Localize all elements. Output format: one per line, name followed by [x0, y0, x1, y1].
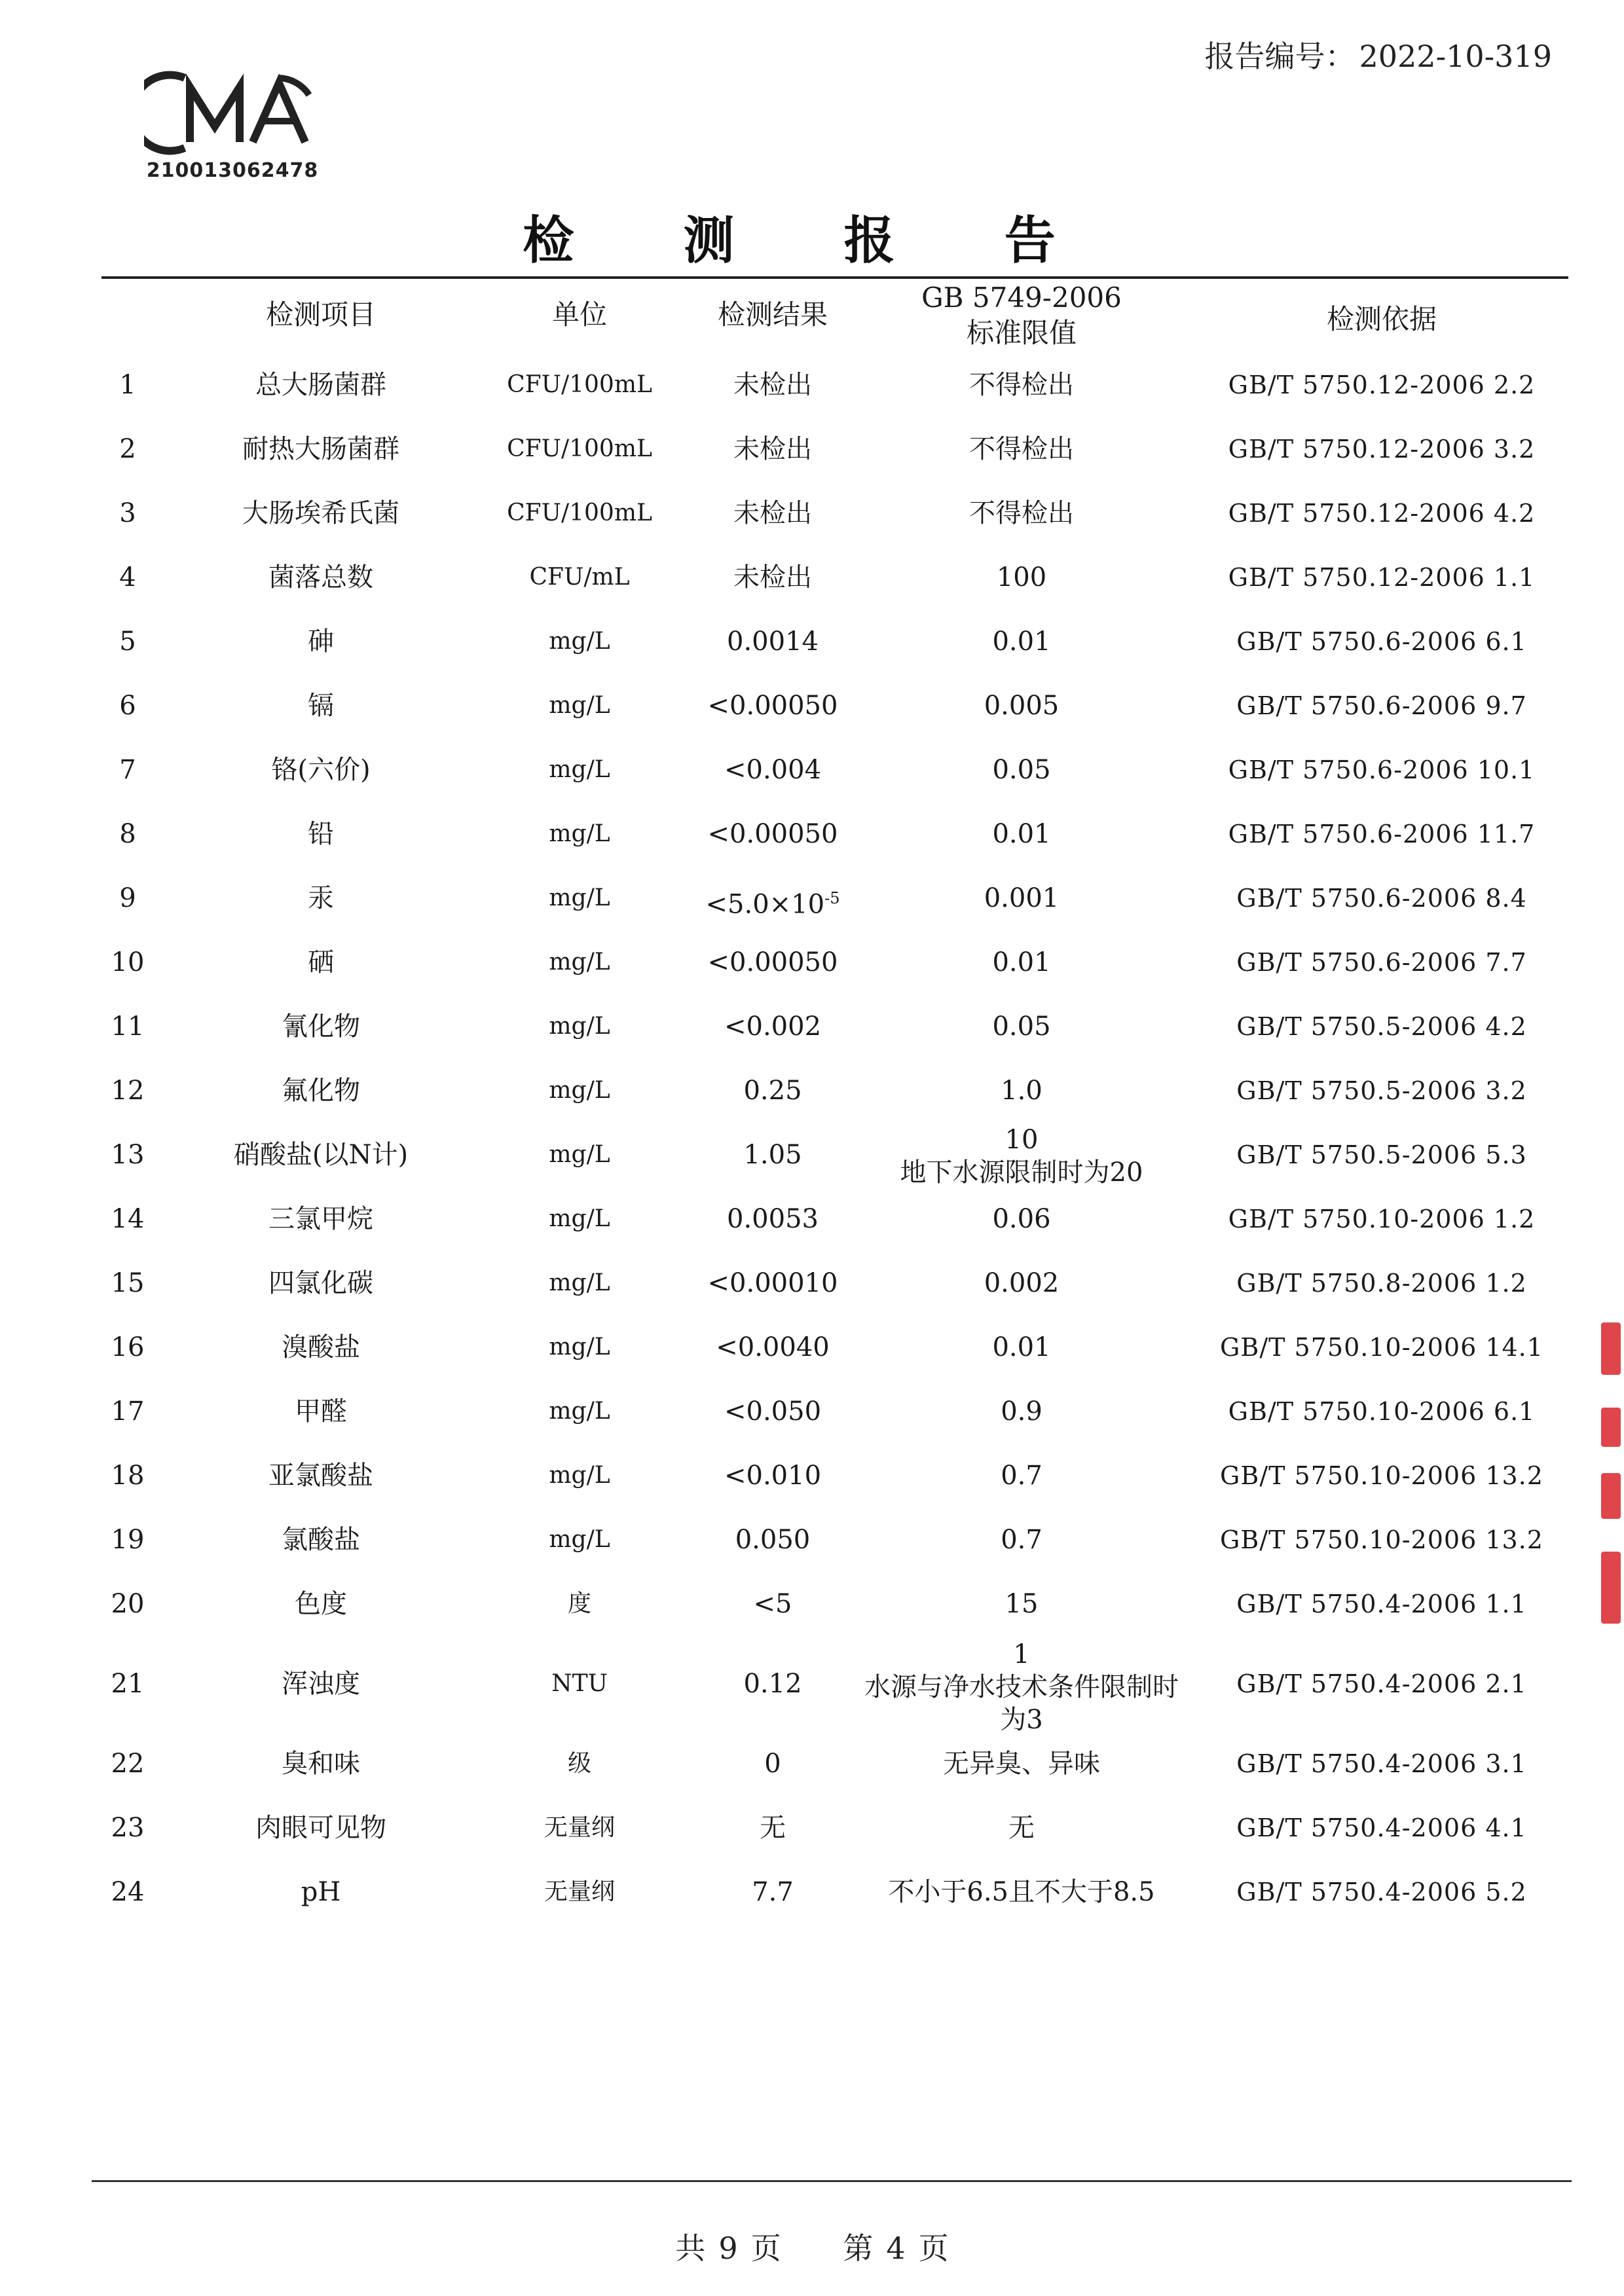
- table-row: [0, 1639, 1624, 1735]
- row-basis: GB/T 5750.12-2006 4.2: [1228, 499, 1536, 528]
- row-limit: 15: [1005, 1589, 1039, 1619]
- row-item: pH: [301, 1877, 341, 1907]
- row-item: 总大肠菌群: [255, 370, 386, 400]
- row-item: 铬(六价): [271, 755, 371, 785]
- row-unit: NTU: [551, 1670, 608, 1697]
- row-item: 氯酸盐: [282, 1525, 360, 1555]
- footer-page-suffix: 页: [918, 2231, 949, 2266]
- cma-seal: [144, 69, 321, 180]
- row-limit-value: 1: [1013, 1639, 1030, 1669]
- row-result: 无: [760, 1813, 786, 1843]
- row-unit: mg/L: [549, 1334, 610, 1360]
- row-item: 亚氯酸盐: [268, 1461, 373, 1491]
- row-unit: mg/L: [549, 628, 610, 655]
- cma-seal-code: 210013062478: [146, 159, 319, 182]
- row-number: 15: [111, 1268, 145, 1298]
- table-row: [0, 1007, 1624, 1046]
- row-limit: 0.01: [992, 627, 1051, 657]
- row-number: 14: [111, 1204, 145, 1234]
- row-item: 镉: [308, 691, 334, 721]
- row-unit: CFU/mL: [529, 564, 630, 591]
- table-row: [0, 1199, 1624, 1239]
- row-number: 16: [111, 1332, 145, 1362]
- row-unit: mg/L: [549, 1462, 610, 1489]
- row-result: <0.004: [724, 755, 822, 785]
- row-result: <0.00050: [707, 691, 838, 721]
- table-row: [0, 686, 1624, 725]
- row-result-mantissa: <5.0×10: [705, 889, 825, 920]
- row-unit: 度: [567, 1590, 591, 1617]
- row-result: <0.010: [724, 1461, 822, 1491]
- row-limit: 0.01: [992, 947, 1051, 977]
- row-limit-value: 10: [1005, 1125, 1039, 1155]
- row-item: 砷: [308, 627, 334, 657]
- row-limit: 0.7: [1001, 1525, 1043, 1555]
- row-item: 硝酸盐(以N计): [233, 1140, 409, 1170]
- cma-logo-icon: [144, 69, 321, 157]
- row-result: <0.00050: [707, 947, 838, 977]
- row-limit: [838, 1638, 1205, 1736]
- row-basis: GB/T 5750.10-2006 1.2: [1228, 1205, 1536, 1233]
- page-title: 检 测 报 告: [523, 211, 1101, 270]
- row-number: 24: [111, 1877, 145, 1907]
- row-basis: GB/T 5750.10-2006 14.1: [1220, 1333, 1543, 1362]
- row-limit: 不得检出: [969, 434, 1074, 464]
- footer-total-prefix: 共: [675, 2231, 706, 2266]
- row-limit: 不得检出: [969, 370, 1074, 400]
- row-number: 8: [119, 819, 136, 849]
- row-result: 7.7: [752, 1877, 794, 1907]
- page-footer: [0, 2225, 1624, 2268]
- row-number: 19: [111, 1525, 145, 1555]
- row-limit: 0.01: [992, 1332, 1051, 1362]
- table-row: [0, 1808, 1624, 1848]
- row-unit: CFU/100mL: [507, 435, 652, 462]
- header-limit: [838, 280, 1205, 351]
- row-basis: GB/T 5750.4-2006 4.1: [1236, 1813, 1527, 1842]
- row-item: 肉眼可见物: [255, 1813, 386, 1843]
- row-unit: mg/L: [549, 820, 610, 847]
- row-item: 三氯甲烷: [268, 1204, 373, 1234]
- table-row: [0, 1520, 1624, 1559]
- row-limit: 0.7: [1001, 1461, 1043, 1491]
- row-number: 22: [111, 1749, 145, 1779]
- row-item: 菌落总数: [268, 562, 373, 592]
- report-number: [1205, 33, 1553, 76]
- header-limit-label: 标准限值: [966, 317, 1077, 349]
- row-result: 0.12: [743, 1669, 802, 1699]
- row-limit-note: 水源与净水技术条件限制时: [864, 1672, 1179, 1702]
- row-basis: GB/T 5750.5-2006 5.3: [1236, 1140, 1527, 1169]
- footer-total-pages: 9: [718, 2231, 738, 2266]
- row-number: 17: [111, 1396, 145, 1427]
- table-row: [0, 494, 1624, 533]
- row-item: 臭和味: [282, 1749, 360, 1779]
- row-basis: GB/T 5750.12-2006 2.2: [1228, 371, 1536, 399]
- row-item: 耐热大肠菌群: [242, 434, 399, 464]
- row-limit: [838, 1123, 1205, 1189]
- header-item: 检测项目: [265, 299, 376, 331]
- row-limit: 无异臭、异味: [943, 1749, 1100, 1779]
- table-row: [0, 1392, 1624, 1431]
- row-number: 13: [111, 1140, 145, 1170]
- row-result: 未检出: [733, 562, 812, 592]
- row-result: <0.00010: [707, 1268, 838, 1298]
- row-result: 1.05: [743, 1140, 802, 1170]
- table-row: [0, 1264, 1624, 1303]
- row-basis: GB/T 5750.6-2006 11.7: [1228, 820, 1536, 848]
- row-result: 0.0014: [727, 627, 819, 657]
- row-result: 未检出: [733, 434, 812, 464]
- row-result: <5: [753, 1589, 792, 1619]
- row-limit: 100: [996, 562, 1047, 592]
- row-unit: mg/L: [549, 1077, 610, 1104]
- row-basis: GB/T 5750.6-2006 9.7: [1236, 691, 1527, 720]
- header-basis: 检测依据: [1326, 303, 1437, 335]
- footer-page-prefix: 第: [843, 2231, 874, 2266]
- row-limit: 0.01: [992, 819, 1051, 849]
- row-result: <0.0040: [716, 1332, 830, 1362]
- row-limit: 不得检出: [969, 498, 1074, 528]
- row-result: 0.050: [735, 1525, 811, 1555]
- row-result: 未检出: [733, 370, 812, 400]
- row-basis: GB/T 5750.10-2006 13.2: [1220, 1525, 1543, 1554]
- row-unit: mg/L: [549, 1398, 610, 1425]
- table-row: [0, 879, 1624, 918]
- row-basis: GB/T 5750.6-2006 6.1: [1236, 627, 1527, 656]
- row-unit: mg/L: [549, 884, 610, 911]
- table-row: [0, 365, 1624, 405]
- row-result-exponent: -5: [824, 889, 840, 907]
- row-unit: 级: [567, 1750, 591, 1777]
- row-item: 硒: [308, 947, 334, 977]
- row-unit: 无量纲: [544, 1878, 615, 1905]
- row-item: 色度: [295, 1589, 347, 1619]
- row-basis: GB/T 5750.6-2006 8.4: [1236, 884, 1527, 913]
- row-basis: GB/T 5750.4-2006 2.1: [1236, 1669, 1527, 1698]
- row-basis: GB/T 5750.8-2006 1.2: [1236, 1269, 1527, 1298]
- row-limit: 1.0: [1001, 1076, 1043, 1106]
- row-result: [681, 879, 864, 924]
- row-limit-note: 地下水源限制时为20: [900, 1157, 1143, 1188]
- row-unit: mg/L: [549, 1269, 610, 1296]
- table-row: [0, 1744, 1624, 1783]
- row-number: 5: [119, 627, 136, 657]
- row-basis: GB/T 5750.10-2006 6.1: [1228, 1397, 1536, 1426]
- table-row: [0, 1872, 1624, 1912]
- row-limit: 0.05: [992, 1011, 1051, 1042]
- header-divider: [101, 276, 1568, 279]
- row-item: 氟化物: [282, 1076, 360, 1106]
- row-unit: mg/L: [549, 756, 610, 783]
- row-limit: 0.001: [984, 883, 1060, 913]
- row-item: 铅: [308, 819, 334, 849]
- row-number: 18: [111, 1461, 145, 1491]
- table-row: [0, 429, 1624, 469]
- report-number-value: 2022-10-319: [1359, 39, 1552, 74]
- row-number: 23: [111, 1813, 145, 1843]
- header-limit-standard: GB 5749-2006: [921, 282, 1122, 314]
- report-number-label: 报告编号：: [1204, 39, 1356, 74]
- row-result: 0.25: [743, 1076, 802, 1106]
- row-basis: GB/T 5750.5-2006 4.2: [1236, 1012, 1527, 1041]
- row-limit: 0.06: [992, 1204, 1051, 1234]
- table-row: [0, 750, 1624, 790]
- seam-stamp-mark: [1601, 1408, 1621, 1447]
- row-number: 11: [111, 1011, 145, 1042]
- row-result: 0.0053: [727, 1204, 819, 1234]
- row-limit: 0.005: [984, 691, 1060, 721]
- table-row: [0, 1328, 1624, 1367]
- footer-divider: [92, 2180, 1572, 2182]
- row-unit: mg/L: [549, 1526, 610, 1553]
- row-limit: 无: [1008, 1813, 1035, 1843]
- row-limit: 0.002: [984, 1268, 1060, 1298]
- table-row: [0, 943, 1624, 982]
- row-unit: CFU/100mL: [507, 500, 652, 526]
- row-unit: mg/L: [549, 949, 610, 975]
- row-number: 1: [119, 370, 136, 400]
- row-item: 汞: [308, 883, 334, 913]
- row-number: 12: [111, 1076, 145, 1106]
- seam-stamp-mark: [1601, 1473, 1621, 1519]
- row-unit: mg/L: [549, 1205, 610, 1232]
- table-row: [0, 1071, 1624, 1110]
- row-limit: 不小于6.5且不大于8.5: [888, 1877, 1155, 1907]
- table-row: [0, 1125, 1624, 1188]
- row-basis: GB/T 5750.4-2006 5.2: [1236, 1878, 1527, 1906]
- row-basis: GB/T 5750.6-2006 10.1: [1228, 756, 1536, 784]
- row-number: 21: [111, 1669, 145, 1699]
- row-number: 4: [119, 562, 136, 592]
- row-basis: GB/T 5750.6-2006 7.7: [1236, 948, 1527, 977]
- row-result: 未检出: [733, 498, 812, 528]
- table-row: [0, 622, 1624, 661]
- footer-page-number: 4: [886, 2231, 906, 2266]
- seam-stamp-mark: [1601, 1322, 1621, 1375]
- row-number: 9: [119, 883, 136, 913]
- row-number: 6: [119, 691, 136, 721]
- row-limit-note-cont: 为3: [1000, 1705, 1043, 1735]
- row-number: 20: [111, 1589, 145, 1619]
- row-item: 甲醛: [295, 1396, 347, 1427]
- table-row: [0, 558, 1624, 597]
- row-unit: mg/L: [549, 1013, 610, 1040]
- row-unit: CFU/100mL: [507, 371, 652, 398]
- row-number: 2: [119, 434, 136, 464]
- header-result: 检测结果: [717, 299, 828, 331]
- row-number: 7: [119, 755, 136, 785]
- row-basis: GB/T 5750.4-2006 3.1: [1236, 1749, 1527, 1778]
- row-basis: GB/T 5750.10-2006 13.2: [1220, 1461, 1543, 1490]
- footer-total-suffix: 页: [750, 2231, 781, 2266]
- row-item: 四氯化碳: [268, 1268, 373, 1298]
- seam-stamp-mark: [1601, 1552, 1621, 1624]
- table-row: [0, 814, 1624, 854]
- row-basis: GB/T 5750.12-2006 1.1: [1228, 563, 1536, 592]
- row-item: 大肠埃希氏菌: [242, 498, 399, 528]
- row-number: 10: [111, 947, 145, 977]
- row-limit: 0.05: [992, 755, 1051, 785]
- row-item: 溴酸盐: [282, 1332, 360, 1362]
- row-basis: GB/T 5750.5-2006 3.2: [1236, 1076, 1527, 1105]
- row-result: <0.002: [724, 1011, 822, 1042]
- table-row: [0, 1584, 1624, 1624]
- row-result: <0.050: [724, 1396, 822, 1427]
- row-result: <0.00050: [707, 819, 838, 849]
- header-unit: 单位: [551, 299, 607, 331]
- row-item: 氰化物: [282, 1011, 360, 1042]
- row-number: 3: [119, 498, 136, 528]
- row-item: 浑浊度: [282, 1669, 360, 1699]
- row-result: 0: [764, 1749, 781, 1779]
- row-basis: GB/T 5750.12-2006 3.2: [1228, 435, 1536, 464]
- row-limit: 0.9: [1001, 1396, 1043, 1427]
- row-unit: mg/L: [549, 692, 610, 719]
- row-basis: GB/T 5750.4-2006 1.1: [1236, 1590, 1527, 1618]
- row-unit: 无量纲: [544, 1814, 615, 1841]
- table-row: [0, 1456, 1624, 1495]
- row-unit: mg/L: [549, 1141, 610, 1168]
